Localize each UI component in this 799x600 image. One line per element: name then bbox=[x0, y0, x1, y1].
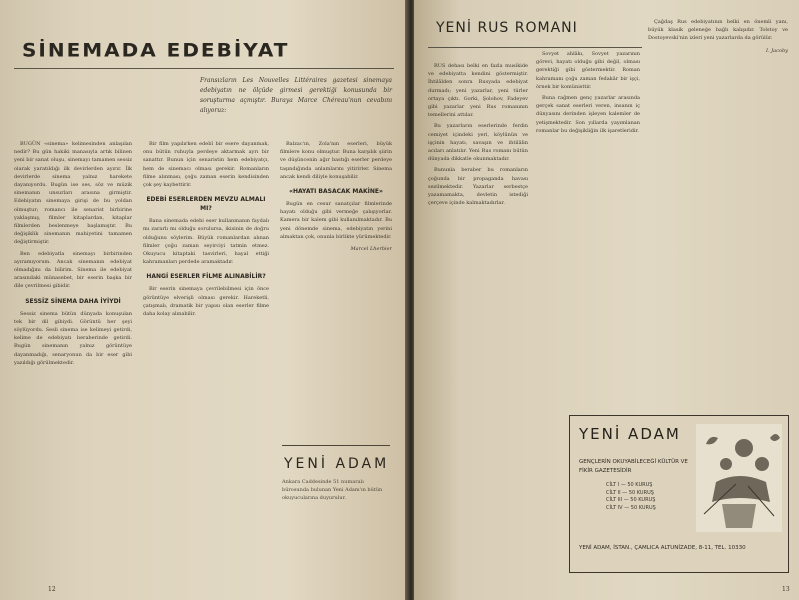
section-heading: «HAYATI BASACAK MAKİNE» bbox=[289, 188, 383, 196]
paragraph: Balzac'ın, Zola'nın eserleri, büyük filmlere konu olmuştur. Buna karşılık şiirin ve düşüncenin ağır bastığı eserler perdeye taşındığında anlamlarını yitirirler. Sinema ancak kendi diliyle konuşabilir. bbox=[280, 141, 392, 180]
ad-price-line: CİLT III — 50 KURUŞ bbox=[606, 497, 656, 503]
paragraph: RUS dehası belki en fazla musikide ve edebiyatta kendini göstermiştir. İhtilâlden sonra Rusyada edebiyat durmadı; yeni yazarlar, yeni türler ortaya çıktı. Gorki, Şolohov, Fadeyev gibi yazarlar yeni Rus romanının temellerini attılar. bbox=[428, 63, 528, 119]
paragraph: Sessiz sinema bütün dünyada konuşulan tek bir dil gibiydi. Görüntü her şeyi söylüyordu. Sesli sinema ise kelimeyi getirdi, kelime de edebiyatı beraberinde getirdi. Bugün sinemanın yalnız görüntüye dayanmadığı, senaryonun da bir eser gibi yazıldığı görülmektedir. bbox=[14, 310, 132, 366]
section-heading: HANGİ ESERLER FİLME ALINABİLİR? bbox=[146, 273, 266, 281]
article-title: YENİ RUS ROMANI bbox=[436, 20, 578, 36]
text-column-1 bbox=[14, 140, 132, 585]
right-page bbox=[414, 0, 799, 600]
ad-price-line: CİLT I — 50 KURUŞ bbox=[606, 482, 653, 488]
paragraph: Bana sinemada edebi eser kullanmanın faydalı mı zararlı mı olduğu sorulursa, ikisinin de doğru olduğunu söylerim. Büyük romanlardan alınan filmler çoğu zaman seyirciyi tatmin etmez. Okuyucu kitaptaki tasvirleri, hayal ettiği kahramanları perdede aramaktadır. bbox=[143, 218, 269, 266]
paragraph: Bu yazarların eserlerinde ferdin cemiyet içindeki yeri, köylünün ve işçinin hayatı, savaşın ve ihtilâlin acıları anlatılır. Yeni Rus romanı bütün dünyada dikkatle okunmaktadır. bbox=[428, 123, 528, 163]
notice-brand: YENİ ADAM bbox=[284, 456, 390, 472]
author-signature: I. Jacoby bbox=[766, 47, 788, 54]
notice-text: Ankara Caddesinde 51 numaralı bürosunda bulunan Yeni Adam'ın bütün okuyucularına duyurulur. bbox=[282, 479, 383, 501]
article-intro: Fransızların Les Nouvelles Littéraires gazetesi sinemaya edebiyatın ne ölçüde girmesi gerektiği konusunda bir soruşturma açmıştır. Buraya Marce Chéreau'nun cevabını alıyoruz: bbox=[200, 77, 392, 114]
title-rule bbox=[14, 68, 394, 69]
paragraph: Çağdaş Rus edebiyatının belki en önemli yanı, büyük klasik geleneğe bağlı kalışıdır. Tolstoy ve Dostoyevski'nin izleri yeni yazarlarda da görülür. bbox=[648, 19, 788, 42]
section-heading: SESSİZ SİNEMA DAHA İYİYDİ bbox=[25, 297, 121, 305]
author-signature: Marcel Lherbier bbox=[350, 246, 392, 253]
ad-illustration bbox=[696, 424, 782, 532]
paragraph: Bir film yapılırken edebî bir esere dayanmak, onu bütün ruhuyla perdeye aktarmak ayrı bir sanattır. Bunun için senaristin hem edebiyatçı, hem de sinemacı olması gerekir. Romanların filme alınması, çoğu zaman eserin kendisinden çok şey kaybettirir. bbox=[143, 141, 269, 189]
ad-brand: YENİ ADAM bbox=[579, 425, 681, 443]
page-number: 12 bbox=[48, 586, 56, 593]
ad-price-list bbox=[606, 482, 686, 512]
yeni-adam-advertisement bbox=[569, 415, 789, 573]
paragraph: Sovyet ahlâkı, Sovyet yazarının görevi, hayatı olduğu gibi değil, olması gerektiği gibi göstermektir. Roman kahramanı çoğu zaman fedakâr bir işçi, örnek bir komünisttir. bbox=[536, 51, 640, 90]
yeni-adam-notice bbox=[282, 445, 390, 586]
paragraph: BUGÜN «sinema» kelimesinden anlaşılan nedir? Bu gün hakiki manasıyla artık bilinen yeni bir sanat oluşu, sinemayı tamamen sessiz olarak yaratıldığı ilk devirlerden ayırır. İlk devirlerde sinema yalnız harekete dayanıyordu. Bugün ise ses, söz ve müzik sinemanın unsurları arasına girmiştir. Edebiyatın sinemaya girişi de bu yoldan olmuştur; romancı ile senarist birbirine yaklaşmış, filmler kitaplardan, kitaplar filmlerden beslenmeye başlamıştır. Bu değişiklik sinemanın mahiyetini tamamen değiştirmiştir. bbox=[14, 141, 132, 246]
section-heading: EDEBİ ESERLERDEN MEVZU ALMALI MI? bbox=[146, 196, 266, 213]
paragraph: Buna rağmen genç yazarlar arasında gerçek sanat eserleri veren, insanın iç dünyasını derinden işleyen kalemler de yetişmektedir. Son yıllarda yayımlanan romanlar bu değişikliğin ilk işaretleridir. bbox=[536, 95, 640, 134]
text-column-3 bbox=[648, 18, 788, 403]
paragraph: Ben edebiyatla sinemayı birbirinden ayıramıyorum. Ancak sinemanın edebiyat olmadığını da bilirim. Sinema ile edebiyat arasındaki münasebet, bir eserin başka bir dile çevrilmesi gibidir. bbox=[14, 250, 132, 290]
ad-address: YENİ ADAM, İSTAN., ÇAMLICA ALTUNİZADE, 8-11, TEL. 10330 bbox=[579, 545, 746, 551]
text-column-2 bbox=[536, 50, 640, 405]
paragraph: Bugün en cesur sanatçılar filmlerinde hayatı olduğu gibi vermeğe çalışıyorlar. Kamera bir kalem gibi kullanılmaktadır. Bu yeni dönemde sinema, edebiyatın yerini almaktan çok, onunla birlikte yürümektedir. bbox=[280, 201, 392, 240]
ad-price-line: CİLT IV — 50 KURUŞ bbox=[606, 504, 656, 511]
article-title: SİNEMADA EDEBİYAT bbox=[22, 38, 290, 62]
ad-price-line: CİLT II — 50 KURUŞ bbox=[606, 489, 654, 496]
title-rule bbox=[428, 47, 642, 48]
text-column-3 bbox=[280, 140, 392, 440]
text-column-1 bbox=[428, 62, 528, 582]
text-column-2 bbox=[143, 140, 269, 585]
paragraph: Bir eserin sinemaya çevrilebilmesi için önce görüntüye elverişli olması gerekir. Hareketli, çatışmalı, dramatik bir yapısı olan eserler filme daha kolay alınabilir. bbox=[143, 286, 269, 318]
page-number: 13 bbox=[782, 586, 790, 593]
paragraph: Bununla beraber bu romanların çoğunda bir propaganda havası sezilmektedir. Yazarlar serbestçe yazamamakta, devletin istediği çerçeve içinde kalmaktadırlar. bbox=[428, 167, 528, 207]
ad-tagline: GENÇLERİN OKUYABİLECEĞİ KÜLTÜR VE FİKİR GAZETESİDİR bbox=[579, 459, 688, 474]
